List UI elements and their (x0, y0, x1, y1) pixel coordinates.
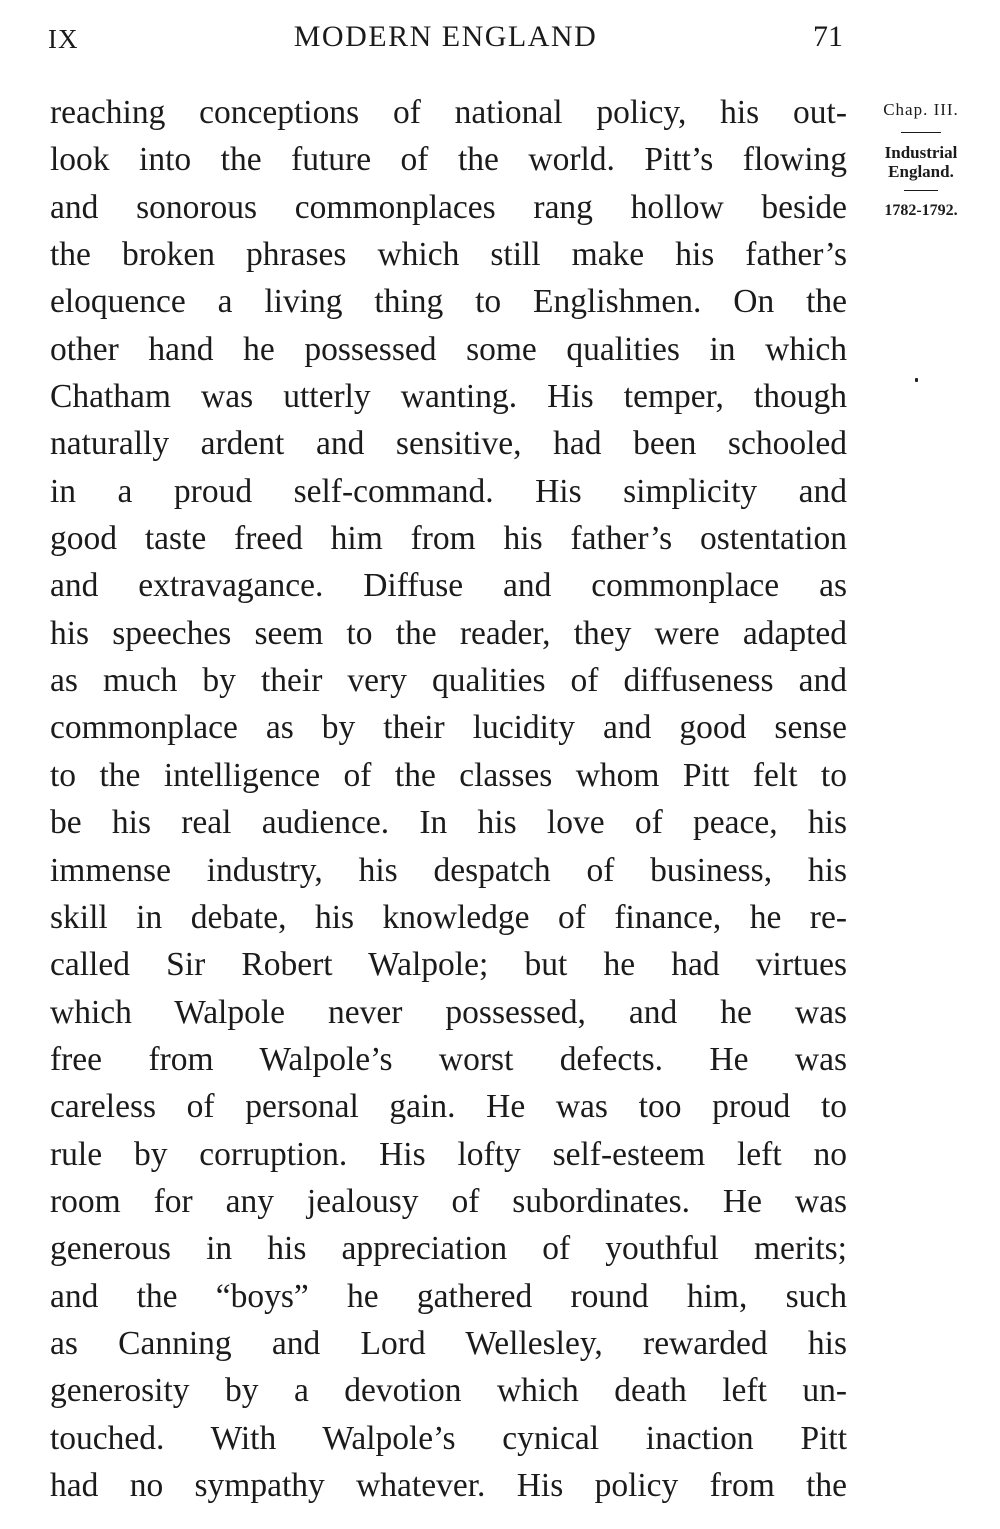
text-line: good taste freed him from his father’s ostentation (50, 520, 847, 558)
sidenote-subject: Industrial England. (884, 143, 958, 181)
text-line: called Sir Robert Walpole; but he had virtues (50, 946, 847, 984)
text-line: look into the future of the world. Pitt’s flowing (50, 141, 847, 179)
print-speck (915, 378, 918, 382)
running-head (48, 18, 843, 58)
text-line: reaching conceptions of national policy, his out- (50, 94, 847, 131)
text-line: generosity by a devotion which death left un- (50, 1372, 847, 1410)
running-head-chapter: IX (48, 24, 79, 54)
text-line: and extravagance. Diffuse and commonplace as (50, 567, 847, 605)
text-line: commonplace as by their lucidity and good sense (50, 709, 847, 747)
text-line: had no sympathy whatever. His policy from the (50, 1466, 847, 1504)
text-line: to the intelligence of the classes whom Pitt felt to (50, 756, 847, 794)
text-line: and sonorous commonplaces rang hollow beside (50, 188, 847, 226)
text-line: Chatham was utterly wanting. His temper, though (50, 378, 847, 416)
text-line: which Walpole never possessed, and he was (50, 993, 847, 1031)
text-line: skill in debate, his knowledge of finance, he re- (50, 898, 847, 936)
text-line: room for any jealousy of subordinates. He was (50, 1182, 847, 1220)
text-line: immense industry, his despatch of business, his (50, 851, 847, 889)
text-line: eloquence a living thing to Englishmen. On the (50, 283, 847, 321)
text-line: rule by corruption. His lofty self-esteem left no (50, 1135, 847, 1173)
text-line: as much by their very qualities of diffuseness and (50, 662, 847, 700)
body-text (50, 89, 847, 1509)
page-number: 71 (813, 20, 843, 53)
text-line: naturally ardent and sensitive, had been schooled (50, 425, 847, 463)
text-line: free from Walpole’s worst defects. He was (50, 1040, 847, 1078)
text-line: his speeches seem to the reader, they were adapted (50, 614, 847, 652)
sidenote-chapter: Chap. III. (883, 100, 959, 119)
sidenote-dates: 1782-1792. (884, 202, 958, 219)
text-line: generous in his appreciation of youthful merits; (50, 1230, 847, 1268)
margin-sidenote (858, 100, 984, 220)
sidenote-rule (904, 190, 938, 191)
text-line: as Canning and Lord Wellesley, rewarded his (50, 1324, 847, 1362)
text-line: other hand he possessed some qualities in which (50, 330, 847, 368)
text-line: the broken phrases which still make his father’s (50, 236, 847, 274)
sidenote-rule (901, 132, 941, 133)
text-line: in a proud self-command. His simplicity and (50, 472, 847, 510)
text-line: and the “boys” he gathered round him, such (50, 1277, 847, 1315)
text-line: touched. With Walpole’s cynical inaction Pitt (50, 1419, 847, 1457)
running-head-title: MODERN ENGLAND (293, 20, 598, 53)
text-line: careless of personal gain. He was too proud to (50, 1088, 847, 1126)
text-line: be his real audience. In his love of peace, his (50, 804, 847, 842)
